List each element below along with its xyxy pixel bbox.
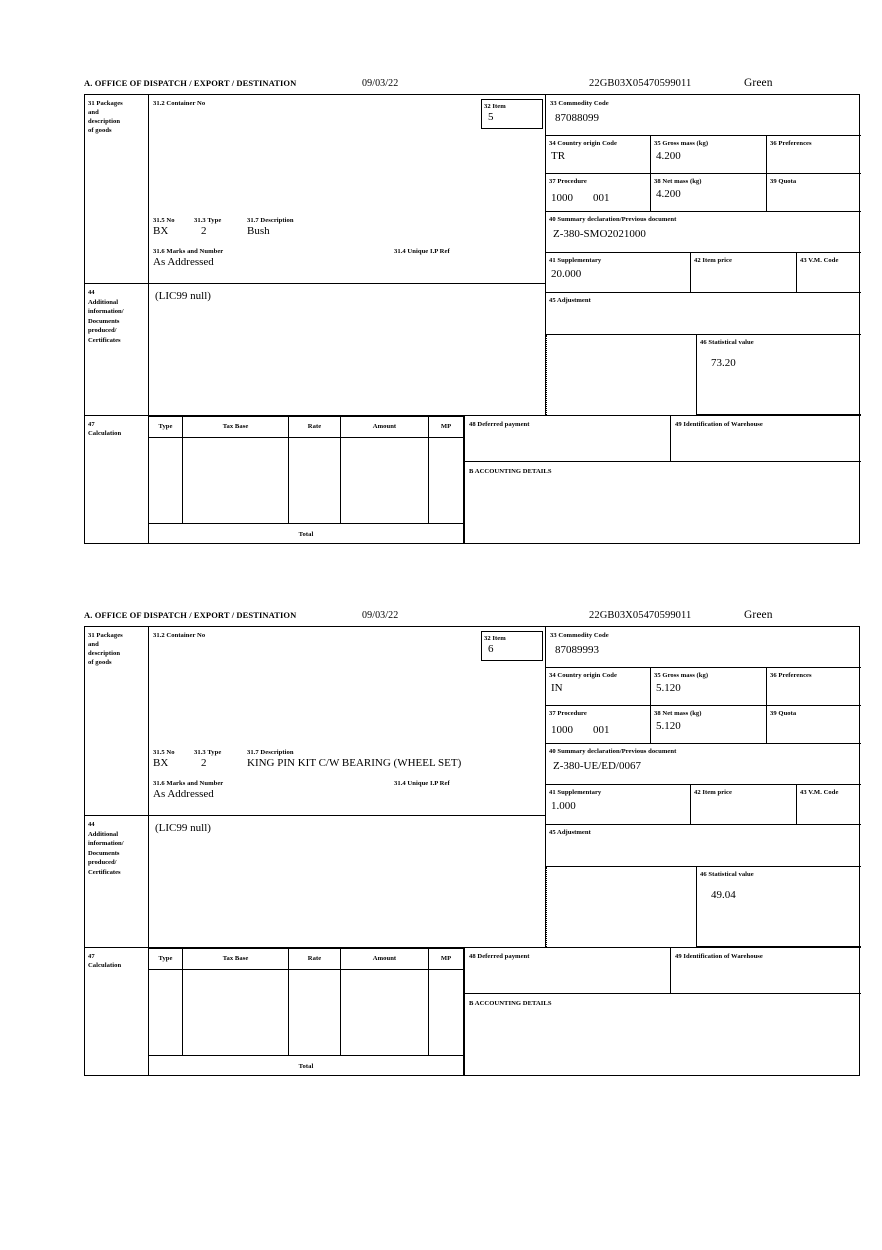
box-34-country-origin-2 [546, 668, 651, 706]
box-44-line4-2: Documents [88, 849, 120, 857]
declaration-sheet-1 [84, 78, 862, 544]
box-32-item-2 [481, 631, 543, 661]
previous-document-value-2: Z-380-UE/ED/0067 [553, 760, 641, 772]
procedure-code-2-2: 001 [593, 724, 610, 736]
packages-description-value-2: KING PIN KIT C/W BEARING (WHEEL SET) [247, 757, 462, 769]
box-45-adjustment [546, 293, 861, 335]
box-31-6-marks-2 [149, 779, 545, 809]
box-39-quota-2 [767, 706, 861, 744]
box-41-supplementary-2 [546, 785, 691, 825]
box-44-line1-2: 44 [88, 821, 95, 828]
dotted-separator-2 [546, 867, 547, 947]
box-31-label-2 [85, 627, 148, 815]
box-36-preferences [767, 136, 861, 174]
box-32-label-2: 32 Item [484, 635, 506, 642]
calc-col-tax-base-2: Tax Base [222, 955, 249, 962]
procedure-code-1: 1000 [551, 192, 573, 204]
box-44-label [85, 284, 148, 415]
box-41-label-2: 41 Supplementary [549, 789, 602, 796]
box-49-label-2: 49 Identification of Warehouse [675, 953, 763, 960]
declaration-date: 09/03/22 [362, 78, 399, 89]
quota-value-2 [767, 718, 861, 720]
box-45-label: 45 Adjustment [549, 297, 591, 304]
box-38-net-mass [651, 174, 767, 212]
box-31-4-label-2: 31.4 Unique I.P Ref [394, 780, 450, 787]
sheet-header-2 [84, 610, 862, 626]
additional-information-value: (LIC99 null) [155, 290, 211, 302]
box-46-label-2: 46 Statistical value [700, 871, 754, 878]
box-44-line3-2: information/ [88, 840, 124, 847]
box-34-country-origin [546, 136, 651, 174]
box-44-line5-2: produced/ [88, 859, 117, 866]
calc-col-mp: MP [440, 423, 452, 430]
box-41-label: 41 Supplementary [549, 257, 602, 264]
box-31-3-label: 31.3 Type [194, 217, 222, 224]
box-34-label: 34 Country origin Code [549, 140, 617, 147]
box-48-label-2: 48 Deferred payment [469, 953, 530, 960]
gross-mass-value: 4.200 [656, 150, 681, 162]
box-44-line1: 44 [88, 289, 95, 296]
box-b-label: B ACCOUNTING DETAILS [469, 468, 552, 475]
packages-no-value: BX [153, 225, 169, 237]
box-31-line4-2: of goods [88, 659, 112, 666]
box-35-label: 35 Gross mass (kg) [654, 140, 709, 147]
mrn-number-2: 22GB03X05470599011 [589, 610, 692, 621]
calc-col-rate-2: Rate [307, 955, 322, 962]
declaration-box-2 [84, 626, 860, 1076]
calc-col-tax-base: Tax Base [222, 423, 249, 430]
box-44-line2: Additional [88, 298, 119, 306]
item-price-value [691, 265, 796, 268]
commodity-code-value-2: 87089993 [555, 644, 599, 656]
warehouse-id-value-2 [671, 961, 861, 964]
country-origin-value: TR [551, 150, 566, 162]
lane-status: Green [744, 77, 773, 89]
box-44-line6: Certificates [88, 336, 121, 344]
box-46-statistical-value-2 [696, 867, 861, 947]
box-40-previous-document [546, 212, 861, 253]
preferences-value-2 [767, 680, 861, 682]
previous-document-value: Z-380-SMO2021000 [553, 228, 646, 240]
net-mass-value-2: 5.120 [656, 720, 681, 732]
box-41-supplementary [546, 253, 691, 293]
box-b-label-2: B ACCOUNTING DETAILS [469, 1000, 552, 1007]
sheet-header [84, 78, 862, 94]
item-number-value: 5 [488, 111, 494, 123]
country-origin-value-2: IN [551, 682, 563, 694]
box-31-6-label: 31.6 Marks and Number [153, 248, 224, 255]
procedure-code-2: 001 [593, 192, 610, 204]
box-44-content-2 [149, 816, 545, 947]
box-49-warehouse-2 [670, 948, 861, 994]
box-44-line6-2: Certificates [88, 868, 121, 876]
vm-code-value [797, 265, 861, 268]
box-44-label-2 [85, 816, 148, 947]
calc-col-amount-2: Amount [372, 955, 397, 962]
box-b-accounting-details [464, 462, 861, 544]
box-33-label: 33 Commodity Code [550, 100, 609, 107]
box-b-accounting-details-2 [464, 994, 861, 1076]
box-47-line2-2: Calculation [88, 962, 122, 969]
box-40-label-2: 40 Summary declaration/Previous document [549, 748, 677, 755]
box-31-5-label: 31.5 No [153, 217, 175, 224]
warehouse-id-value [671, 429, 861, 432]
declaration-box [84, 94, 860, 544]
box-44-line5: produced/ [88, 327, 117, 334]
statistical-value-value-2: 49.04 [711, 889, 736, 901]
calculation-table [148, 416, 464, 544]
box-31-5-label-2: 31.5 No [153, 749, 175, 756]
box-46-statistical-value [696, 335, 861, 415]
box-40-previous-document-2 [546, 744, 861, 785]
box-39-label-2: 39 Quota [770, 710, 797, 717]
box-31-line3-2: description [88, 650, 121, 657]
box-44-line3: information/ [88, 308, 124, 315]
box-31-packages-row [149, 216, 545, 244]
net-mass-value: 4.200 [656, 188, 681, 200]
box-49-label: 49 Identification of Warehouse [675, 421, 763, 428]
adjustment-value-2 [546, 837, 861, 840]
mrn-number: 22GB03X05470599011 [589, 78, 692, 89]
box-42-item-price-2 [691, 785, 797, 825]
box-31-4-label: 31.4 Unique I.P Ref [394, 248, 450, 255]
box-37-procedure-2 [546, 706, 651, 744]
calc-total-label-2: Total [298, 1063, 314, 1070]
box-33-commodity [546, 95, 861, 136]
box-38-net-mass-2 [651, 706, 767, 744]
box-35-gross-mass-2 [651, 668, 767, 706]
box-31-line3: description [88, 118, 121, 125]
item-number-value-2: 6 [488, 643, 494, 655]
marks-and-number-value: As Addressed [153, 256, 214, 268]
deferred-payment-value-2 [465, 961, 670, 964]
box-48-deferred-payment [464, 416, 670, 462]
box-37-label-2: 37 Procedure [549, 710, 587, 717]
box-48-deferred-payment-2 [464, 948, 670, 994]
box-46-label: 46 Statistical value [700, 339, 754, 346]
box-34-label-2: 34 Country origin Code [549, 672, 617, 679]
box-44-content [149, 284, 545, 415]
box-43-label-2: 43 V.M. Code [800, 789, 839, 796]
box-31-line2: and [88, 109, 99, 116]
box-32-item [481, 99, 543, 129]
box-35-label-2: 35 Gross mass (kg) [654, 672, 709, 679]
calc-col-type: Type [158, 423, 173, 430]
box-42-label-2: 42 Item price [694, 789, 733, 796]
box-31-6-marks [149, 247, 545, 277]
box-31-2-label-2: 31.2 Container No [153, 632, 206, 639]
box-45-label-2: 45 Adjustment [549, 829, 591, 836]
marks-and-number-value-2: As Addressed [153, 788, 214, 800]
box-36-label: 36 Preferences [770, 140, 812, 147]
declaration-date-2: 09/03/22 [362, 610, 399, 621]
adjustment-value [546, 305, 861, 308]
box-31-2-label: 31.2 Container No [153, 100, 206, 107]
quota-value [767, 186, 861, 188]
gross-mass-value-2: 5.120 [656, 682, 681, 694]
box-31-line1: 31 Packages [88, 100, 123, 107]
box-38-label: 38 Net mass (kg) [654, 178, 702, 185]
box-47-label [85, 416, 148, 544]
deferred-payment-value [465, 429, 670, 432]
box-43-vm-code-2 [797, 785, 861, 825]
calc-total-label: Total [298, 531, 314, 538]
declaration-sheet-2 [84, 610, 862, 1076]
box-36-label-2: 36 Preferences [770, 672, 812, 679]
office-of-dispatch-label: A. OFFICE OF DISPATCH / EXPORT / DESTINATION [84, 78, 297, 88]
box-47-line1-2: 47 [88, 953, 95, 960]
box-31-line4: of goods [88, 127, 112, 134]
box-47-label-2 [85, 948, 148, 1076]
commodity-code-value: 87088099 [555, 112, 599, 124]
box-43-label: 43 V.M. Code [800, 257, 839, 264]
packages-description-value: Bush [247, 225, 270, 237]
box-44-line4: Documents [88, 317, 120, 325]
packages-type-value: 2 [201, 225, 207, 237]
packages-type-value-2: 2 [201, 757, 207, 769]
box-31-7-label: 31.7 Description [247, 217, 294, 224]
lane-status-2: Green [744, 609, 773, 621]
vm-code-value-2 [797, 797, 861, 800]
calc-col-rate: Rate [307, 423, 322, 430]
dotted-separator [546, 335, 547, 415]
calc-col-mp-2: MP [440, 955, 452, 962]
item-price-value-2 [691, 797, 796, 800]
statistical-value-value: 73.20 [711, 357, 736, 369]
box-45-adjustment-2 [546, 825, 861, 867]
box-39-quota [767, 174, 861, 212]
box-44-line2-2: Additional [88, 830, 119, 838]
supplementary-value-2: 1.000 [551, 800, 576, 812]
box-39-label: 39 Quota [770, 178, 797, 185]
box-48-label: 48 Deferred payment [469, 421, 530, 428]
procedure-code-1-2: 1000 [551, 724, 573, 736]
box-31-label [85, 95, 148, 283]
office-of-dispatch-label-2: A. OFFICE OF DISPATCH / EXPORT / DESTINATION [84, 610, 297, 620]
box-33-label-2: 33 Commodity Code [550, 632, 609, 639]
supplementary-value: 20.000 [551, 268, 582, 280]
additional-information-value-2: (LIC99 null) [155, 822, 211, 834]
box-31-line1-2: 31 Packages [88, 632, 123, 639]
box-33-commodity-2 [546, 627, 861, 668]
box-43-vm-code [797, 253, 861, 293]
box-47-line1: 47 [88, 421, 95, 428]
packages-no-value-2: BX [153, 757, 169, 769]
box-31-3-label-2: 31.3 Type [194, 749, 222, 756]
box-31-packages-row-2 [149, 748, 545, 776]
box-35-gross-mass [651, 136, 767, 174]
calc-col-amount: Amount [372, 423, 397, 430]
box-47-line2: Calculation [88, 430, 122, 437]
calculation-table-2 [148, 948, 464, 1076]
box-32-label: 32 Item [484, 103, 506, 110]
box-31-6-label-2: 31.6 Marks and Number [153, 780, 224, 787]
box-38-label-2: 38 Net mass (kg) [654, 710, 702, 717]
box-31-line2-2: and [88, 641, 99, 648]
calc-col-type-2: Type [158, 955, 173, 962]
preferences-value [767, 148, 861, 150]
box-37-label: 37 Procedure [549, 178, 587, 185]
box-42-item-price [691, 253, 797, 293]
box-49-warehouse [670, 416, 861, 462]
box-31-7-label-2: 31.7 Description [247, 749, 294, 756]
box-42-label: 42 Item price [694, 257, 733, 264]
box-40-label: 40 Summary declaration/Previous document [549, 216, 677, 223]
box-36-preferences-2 [767, 668, 861, 706]
box-37-procedure [546, 174, 651, 212]
